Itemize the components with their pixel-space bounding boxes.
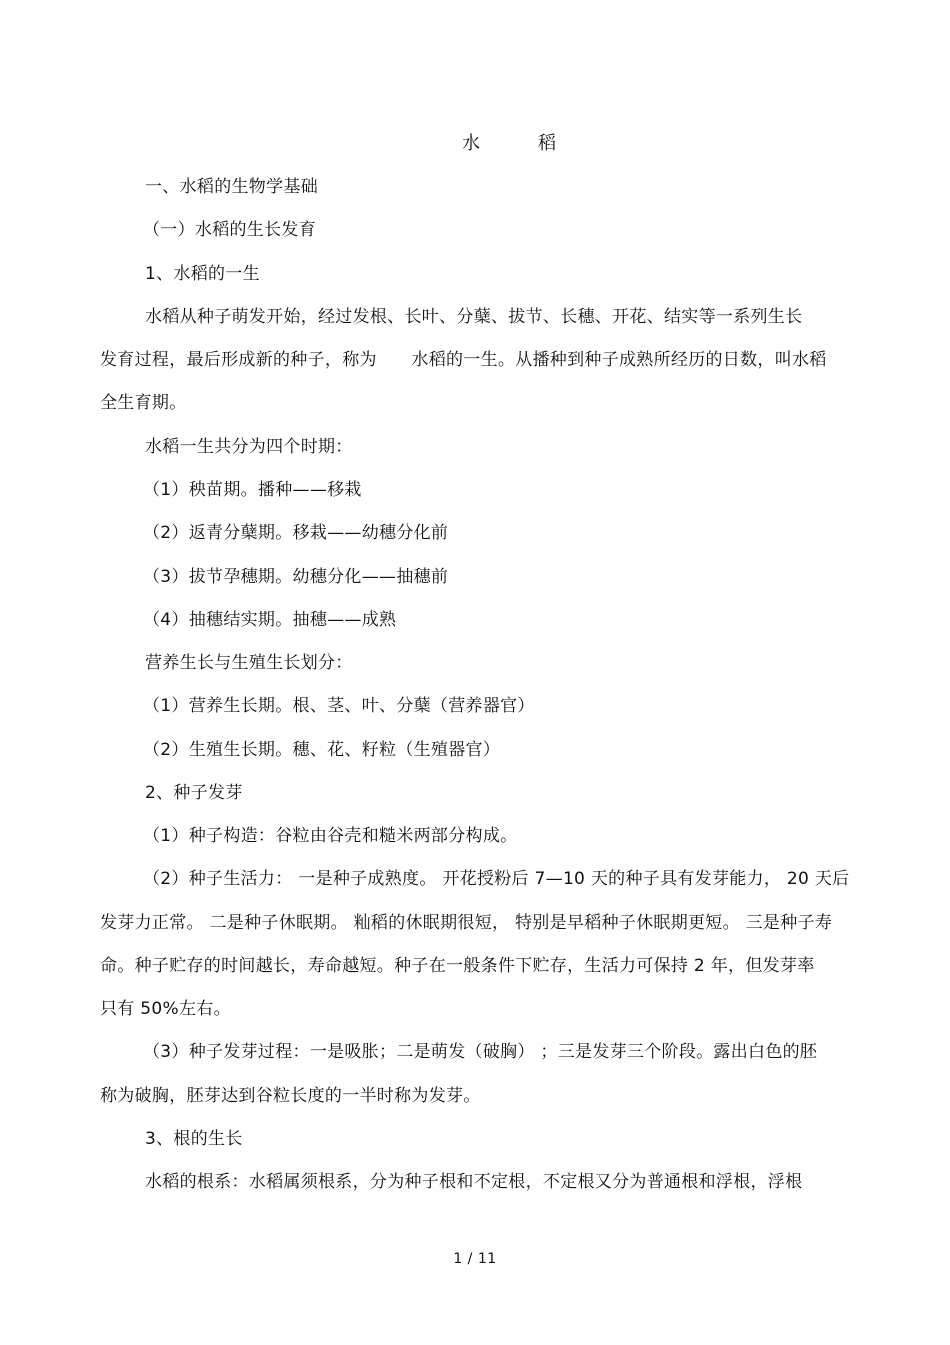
subsection-heading-1: （一）水稻的生长发育 [143,220,316,240]
paragraph-line: 发芽力正常。 二是种子休眠期。 籼稻的休眠期很短， 特别是早稻种子休眠期更短。 三是种子寿 [100,913,833,933]
paragraph-line: 水稻从种子萌发开始，经过发根、长叶、分蘖、拔节、长穗、开花、结实等一系列生长 [145,307,803,327]
paragraph-line: 营养生长与生殖生长划分： [145,653,353,673]
paragraph-line: 水稻一生共分为四个时期： [145,437,353,457]
paragraph-line: （2）种子生活力： 一是种子成熟度。 开花授粉后 7—10 天的种子具有发芽能力， 20 天后 [143,869,850,889]
list-item: （4）抽穗结实期。抽穗——成熟 [143,610,397,630]
list-item: （1）秧苗期。播种——移栽 [143,480,362,500]
list-item: （3）拔节孕穗期。幼穗分化——抽穗前 [143,567,449,587]
item-heading-1: 1、水稻的一生 [145,264,260,284]
title-char-1: 水 [462,133,480,154]
paragraph-line: 只有 50%左右。 [100,999,231,1019]
paragraph-line: （1）种子构造：谷粒由谷壳和糙米两部分构成。 [143,826,518,846]
item-heading-3: 3、根的生长 [145,1129,243,1149]
item-heading-2: 2、种子发芽 [145,783,243,803]
list-item: （2）生殖生长期。穗、花、籽粒（生殖器官） [143,740,501,760]
page-number: 1 / 11 [453,1251,497,1267]
paragraph-line: 称为破胸，胚芽达到谷粒长度的一半时称为发芽。 [100,1086,481,1106]
list-item: （2）返青分蘖期。移栽——幼穗分化前 [143,523,449,543]
list-item: （1）营养生长期。根、茎、叶、分蘖（营养器官） [143,696,535,716]
paragraph-line: 发育过程，最后形成新的种子，称为 水稻的一生。从播种到种子成熟所经历的日数，叫水稻 [100,350,827,370]
paragraph-line: 命。种子贮存的时间越长，寿命越短。种子在一般条件下贮存，生活力可保持 2 年，但发芽率 [100,956,815,976]
section-heading-1: 一、水稻的生物学基础 [145,177,318,197]
title-char-2: 稻 [538,133,556,154]
paragraph-line: 水稻的根系：水稻属须根系，分为种子根和不定根，不定根又分为普通根和浮根，浮根 [145,1172,803,1192]
paragraph-line: （3）种子发芽过程：一是吸胀；二是萌发（破胸） ；三是发芽三个阶段。露出白色的胚 [143,1042,818,1062]
paragraph-line: 全生育期。 [100,393,187,413]
